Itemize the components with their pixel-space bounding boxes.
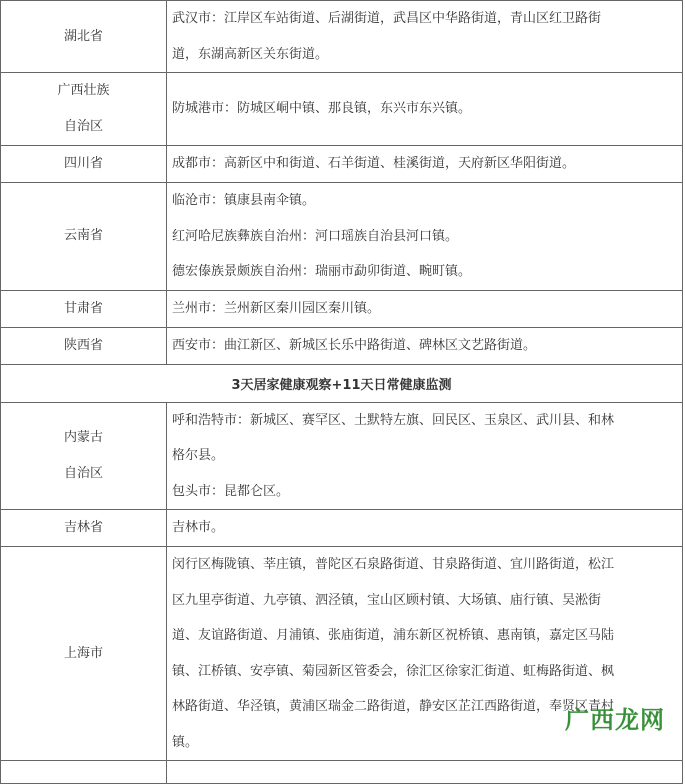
province-line: 内蒙古 [63,429,103,445]
detail-line: 武汉市：江岸区车站街道、后湖街道，武昌区中华路街道，青山区红卫路街 [172,11,602,26]
province-cell [1,73,167,146]
province-cell: 四川省 [1,146,167,183]
province-line: 广西壮族 [57,83,110,98]
detail-line: 红河哈尼族彝族自治州：河口瑶族自治县河口镇。 [172,228,459,244]
detail-line: 包头市：昆都仑区。 [172,483,290,499]
province-line: 自治区 [63,465,103,481]
table-row [1,146,683,183]
detail-line: 道、友谊路街道、月浦镇、张庙街道，浦东新区祝桥镇、惠南镇，嘉定区马陆 [172,628,615,643]
empty-cell [1,761,167,784]
table-row [1,183,683,291]
detail-cell [167,1,683,73]
detail-line: 镇。 [172,734,199,750]
detail-line: 成都市：高新区中和街道、石羊街道、桂溪街道，天府新区华阳街道。 [172,156,576,172]
detail-line: 西安市：曲江新区、新城区长乐中路街道、碑林区文艺路街道。 [172,337,537,353]
table-row [1,327,683,364]
province-line: 自治区 [63,119,103,134]
watermark-logo: 广西龙网 [565,706,665,734]
province-cell: 陕西省 [1,327,167,364]
empty-cell [167,761,683,784]
detail-cell [167,290,683,327]
province-cell: 甘肃省 [1,290,167,327]
province-cell [1,402,167,510]
detail-cell [167,183,683,291]
detail-line: 格尔县。 [172,448,225,463]
detail-line: 林路街道、华泾镇，黄浦区瑞金二路街道，静安区芷江西路街道，奉贤区青村 [172,699,615,714]
detail-line: 防城港市：防城区峒中镇、那良镇，东兴市东兴镇。 [172,101,472,117]
detail-line: 德宏傣族景颇族自治州：瑞丽市勐卯街道、畹町镇。 [172,264,472,279]
detail-cell [167,146,683,183]
detail-line: 呼和浩特市：新城区、赛罕区、土默特左旗、回民区、玉泉区、武川县、和林 [172,412,615,428]
detail-line: 吉林市。 [172,520,225,536]
table-row [1,1,683,73]
province-cell: 吉林省 [1,510,167,547]
table-row [1,73,683,146]
table-row [1,290,683,327]
detail-cell [167,510,683,547]
province-cell: 云南省 [1,183,167,291]
detail-line: 兰州市：兰州新区秦川园区秦川镇。 [172,300,381,316]
detail-cell [167,327,683,364]
section-row [1,364,683,402]
province-cell: 上海市 [1,547,167,761]
detail-line: 道，东湖高新区关东街道。 [172,46,329,62]
table-row [1,510,683,547]
province-cell: 湖北省 [1,1,167,73]
detail-cell [167,73,683,146]
detail-line: 闵行区梅陇镇、莘庄镇，普陀区石泉路街道、甘泉路街道、宜川路街道，松江 [172,557,615,572]
detail-cell [167,402,683,510]
detail-line: 区九里亭街道、九亭镇、泗泾镇，宝山区顾村镇、大场镇、庙行镇、吴淞街 [172,592,602,608]
detail-line: 临沧市：镇康县南伞镇。 [172,193,316,208]
table-row [1,761,683,784]
detail-line: 镇、江桥镇、安亭镇、菊园新区管委会，徐汇区徐家汇街道、虹梅路街道、枫 [172,663,615,679]
table-row [1,402,683,510]
section-title: 3天居家健康观察+11天日常健康监测 [1,364,683,402]
